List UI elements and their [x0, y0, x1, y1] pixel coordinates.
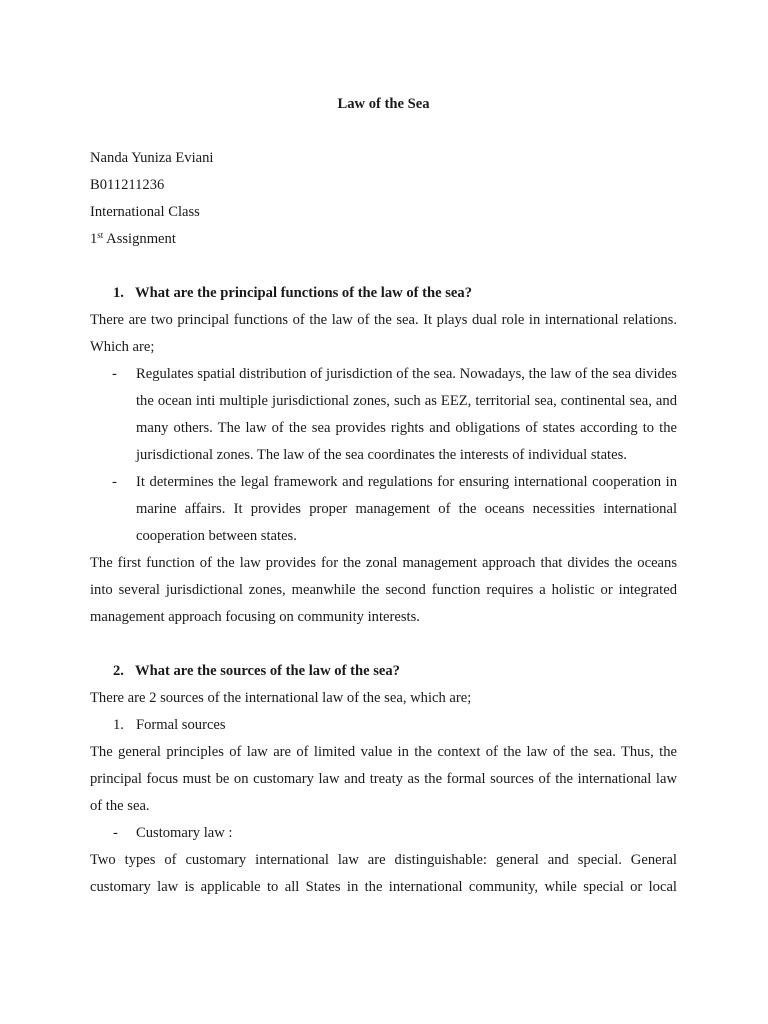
section-2-heading: [90, 658, 677, 685]
assignment-text: Assignment: [106, 231, 176, 247]
customary-law-text: Two types of customary international law are distinguishable: general and special. General customary law is applicable to all States in the international community, while special or local: [90, 852, 677, 895]
bullet-text: It determines the legal framework and regulations for ensuring international cooperation in marine affairs. It provides proper management of the oceans necessities international cooperation between states.: [136, 474, 677, 544]
document-body: [90, 91, 677, 901]
numbered-marker: 1.: [113, 717, 124, 733]
section-1-bullet-2: [90, 469, 677, 550]
bullet-marker: -: [112, 474, 117, 490]
section-1-number: 1.: [113, 285, 124, 301]
section-1-conclusion: The first function of the law provides for the zonal management approach that divides the oceans into several jurisdictional zones, meanwhile the second function requires a holistic or integrated management approach focusing on community interests.: [90, 555, 677, 625]
bullet-marker: -: [112, 366, 117, 382]
student-id: B011211236: [90, 177, 165, 193]
class-name: International Class: [90, 204, 200, 220]
bullet-marker: -: [113, 825, 118, 841]
customary-law-label: Customary law :: [136, 825, 233, 841]
customary-law-item: [90, 820, 677, 847]
section-2-question: What are the sources of the law of the sea?: [135, 663, 400, 679]
section-2-number: 2.: [113, 663, 124, 679]
section-1-bullet-1: [90, 361, 677, 469]
assignment-ordinal-suffix: st: [97, 230, 104, 240]
assignment-label: [90, 226, 677, 253]
formal-sources-text: The general principles of law are of limited value in the context of the law of the sea. Thus, the principal focus must be on customary law and treaty as the formal sources of the international law of the sea.: [90, 744, 677, 814]
spacer: [90, 631, 677, 658]
formal-sources-item: [90, 712, 677, 739]
section-1-intro: There are two principal functions of the law of the sea. It plays dual role in international relations. Which are;: [90, 312, 677, 355]
section-1-question: What are the principal functions of the law of the sea?: [135, 285, 472, 301]
formal-sources-label: Formal sources: [136, 717, 226, 733]
section-2-intro: There are 2 sources of the international law of the sea, which are;: [90, 690, 472, 706]
document-title: Law of the Sea: [337, 96, 430, 112]
spacer: [90, 253, 677, 280]
section-1-heading: [90, 280, 677, 307]
assignment-number: 1: [90, 231, 98, 247]
author-name: Nanda Yuniza Eviani: [90, 150, 214, 166]
bullet-text: Regulates spatial distribution of jurisdiction of the sea. Nowadays, the law of the sea divides the ocean inti multiple jurisdictional zones, such as EEZ, territorial sea, continental sea, and many others. The law of the sea provides rights and obligations of states according to the jurisdictional zones. The law of the sea coordinates the interests of individual states.: [136, 366, 677, 463]
